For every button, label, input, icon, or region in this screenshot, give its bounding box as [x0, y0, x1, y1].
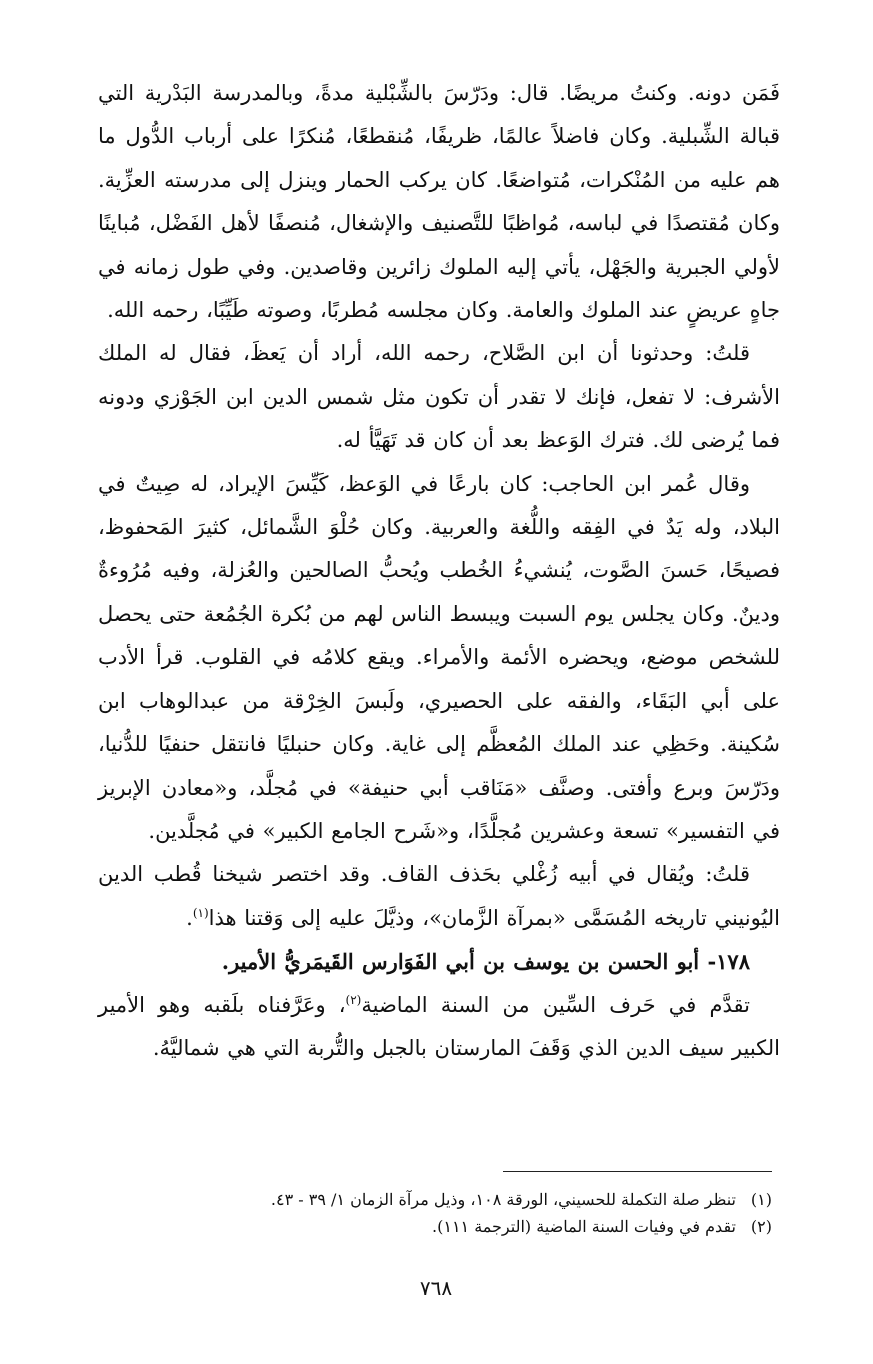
- footnote-number: (٢): [750, 1217, 772, 1236]
- paragraph: وقال عُمر ابن الحاجب: كان بارعًا في الوَعظ، كَيِّسَ الإيراد، له صِيتٌ في البلاد، وله يَدٌ في الفِقه واللُّغة والعربية. وكان حُلْوَ الشَّمائل، كثيرَ المَحفوظ، فصيحًا، حَسنَ الصَّوت، يُنشيءُ الخُطب ويُحبُّ الصالحين والعُزلة، وفيه مُرُوءةٌ ودينٌ. وكان يجلس يوم السبت ويبسط الناس لهم من بُكرة الجُمُعة حتى يحصل للشخص موضع، ويحضره الأئمة والأمراء. ويقع كلامُه في القلوب. قرأ الأدب على أبي البَقَاء، والفقه على الحصيري، ولَبسَ الخِرْقة من عبدالوهاب ابن سُكينة. وحَظِي عند الملك المُعظَّم إلى غاية. وكان حنبليًا فانتقل حنفيًا للدُّنيا، ودَرّسَ وبرع وأفتى. وصنَّف «مَنَاقب أبي حنيفة» في مُجلَّد، و«معادن الإبريز في التفسير» تسعة وعشرين مُجلَّدًا، و«شَرح الجامع الكبير» في مُجلَّدين.: [98, 471, 780, 843]
- paragraph: [98, 984, 780, 1071]
- footnote: [100, 1213, 772, 1240]
- footnote-number: (١): [750, 1190, 772, 1209]
- paragraph: [98, 853, 780, 940]
- footnotes: [100, 1186, 772, 1240]
- page-number: ٧٦٨: [419, 1276, 453, 1300]
- paragraph: فَمَن دونه. وكنتُ مريضًا. قال: ودَرّسَ بالشِّبْلية مدةً، وبالمدرسة البَدْرية التي قبالة الشِّبلية. وكان فاضلاً عالمًا، ظريفًا، مُنقطعًا، مُنكرًا على أرباب الدُّول ما هم عليه من المُنْكرات، مُتواضعًا. كان يركب الحمار وينزل إلى مدرسته العزِّية. وكان مُقتصدًا في لباسه، مُواظبًا للتَّصنيف والإشغال، مُنصفًا لأهل الفَضْل، مُباينًا لأولي الجبرية والجَهْل، يأتي إليه الملوك زائرين وقاصدين. وفي طول زمانه في جاهٍ عريضٍ عند الملوك والعامة. وكان مجلسه مُطربًا، وصوته طَيِّبًا، رحمه الله.: [98, 81, 780, 323]
- biography-heading: ١٧٨- أبو الحسن بن يوسف بن أبي الفَوَارس القَيمَريُّ الأمير.: [221, 949, 750, 975]
- footnote: [100, 1186, 772, 1213]
- main-text: [98, 72, 780, 1070]
- paragraph-text: ، وعَرَّفناه بلَقبه وهو الأمير الكبير سيف الدين الذي وَقَفَ المارستان بالجبل والتُّربة التي هي شماليَّهُ.: [98, 992, 780, 1060]
- footnote-reference: (٢): [345, 992, 362, 1007]
- footnote-reference: (١): [192, 905, 209, 920]
- footnote-separator: [503, 1171, 772, 1172]
- footnote-text: تقدم في وفيات السنة الماضية (الترجمة ١١١).: [432, 1217, 736, 1236]
- paragraph-end: .: [186, 905, 193, 930]
- paragraph-text: تقدَّم في حَرف السِّين من السنة الماضية: [361, 992, 750, 1017]
- footnote-text: تنظر صلة التكملة للحسيني، الورقة ١٠٨، وذيل مرآة الزمان ١/ ٣٩ - ٤٣.: [270, 1190, 736, 1209]
- paragraph-text: قلتُ: ويُقال في أبيه زُغْلي بحَذف القاف. وقد اختصر شيخنا قُطب الدين اليُونيني تاريخه المُسَمَّى «بمرآة الزَّمان»، وذيَّلَ عليه إلى وَقتنا هذا: [98, 862, 780, 930]
- paragraph: قلتُ: وحدثونا أن ابن الصَّلاح، رحمه الله، أراد أن يَعظَ، فقال له الملك الأشرف: لا تفعل، فإنك لا تقدر أن تكون مثل شمس الدين ابن الجَوْزي ودونه فما يُرضى لك. فترك الوَعظ بعد أن كان قد تَهَيَّأ له.: [98, 341, 780, 453]
